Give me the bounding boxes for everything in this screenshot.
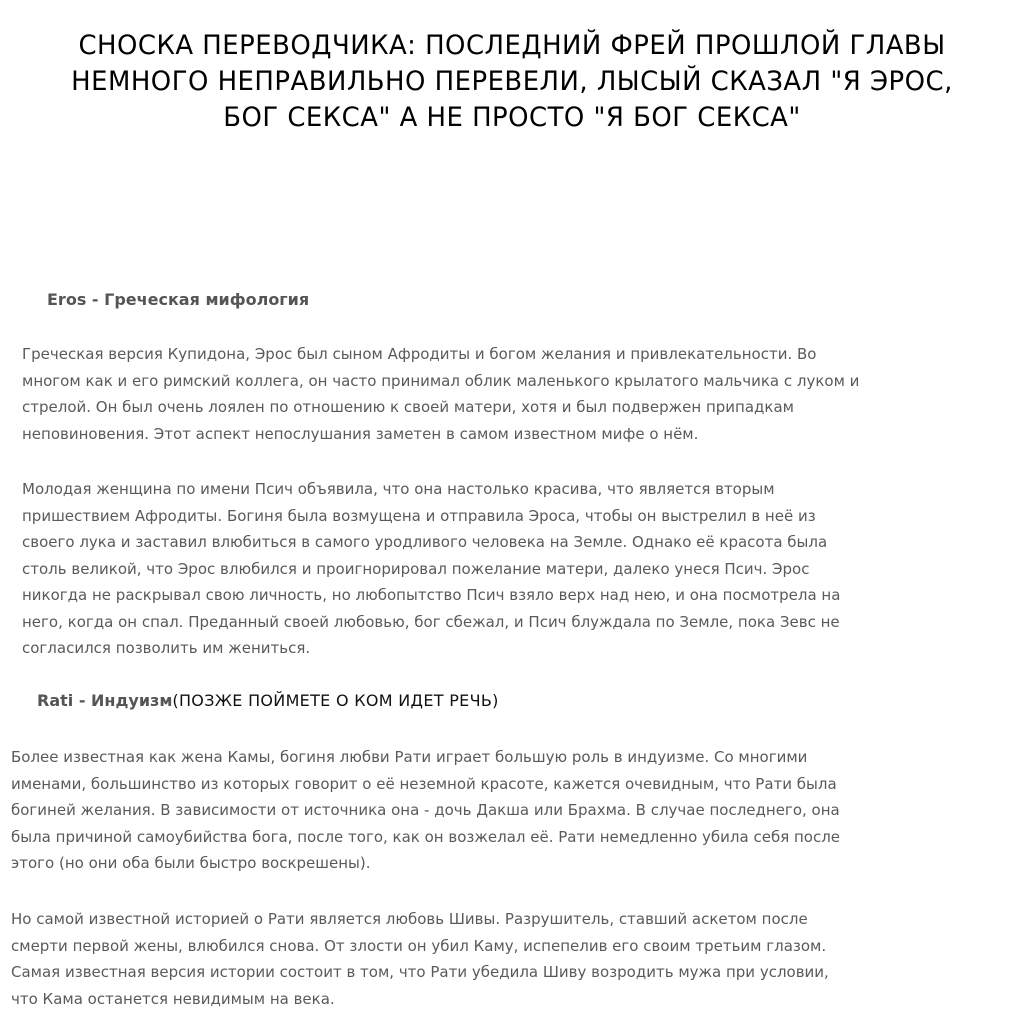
text-line: никогда не раскрывал свою личность, но любопытство Псич взяло верх над нею, и она посмотрела на [22, 586, 841, 604]
text-line: столь великой, что Эрос влюбился и проигнорировал пожелание матери, далеко унеся Псич. Эрос [22, 559, 810, 578]
text-line: Более известная как жена Камы, богиня любви Рати играет большую роль в индуизме. Со многими [11, 748, 808, 766]
text-line: была причиной самоубийства бога, после того, как он возжелал её. Рати немедленно убила себя после [11, 827, 841, 846]
heading-annotation: (ПОЗЖЕ ПОЙМЕТЕ О КОМ ИДЕТ РЕЧЬ) [172, 691, 499, 710]
paragraph-rati-1 [11, 744, 840, 877]
text-line: Греческая версия Купидона, Эрос был сыном Афродиты и богом желания и привлекательности. Во [22, 345, 817, 363]
translator-note [40, 28, 985, 136]
section-heading-text: Eros - Греческая мифология [47, 290, 310, 309]
translator-note-line: НЕМНОГО НЕПРАВИЛЬНО ПЕРЕВЕЛИ, ЛЫСЫЙ СКАЗАЛ "Я ЭРОС, [71, 66, 953, 97]
paragraph-rati-2 [11, 906, 829, 1012]
text-line: стрелой. Он был очень лоялен по отношению к своей матери, хотя и был подвержен припадкам [22, 398, 794, 416]
text-line: смерти первой жены, влюбился снова. От злости он убил Каму, испепелив его своим третьим глазом. [11, 936, 827, 955]
paragraph-eros-1 [22, 341, 859, 447]
text-line: многом как и его римский коллега, он часто принимал облик маленького крылатого мальчика с луком и [22, 371, 860, 390]
section-heading-rati [37, 691, 499, 710]
paragraph-eros-2 [22, 476, 840, 662]
text-line: неповиновения. Этот аспект непослушания заметен в самом известном мифе о нём. [22, 424, 699, 443]
text-line: своего лука и заставил влюбиться в самого уродливого человека на Земле. Однако её красота была [22, 533, 828, 551]
text-line: Самая известная версия истории состоит в том, что Рати убедила Шиву возродить мужа при условии, [11, 963, 829, 981]
text-line: что Кама останется невидимым на века. [11, 989, 335, 1008]
section-heading-eros [47, 290, 309, 309]
text-line: него, когда он спал. Преданный своей любовью, бог сбежал, и Псич блуждала по Земле, пока Зевс не [22, 612, 840, 631]
text-line: этого (но они оба были быстро воскрешены). [11, 854, 371, 872]
text-line: пришествием Афродиты. Богиня была возмущена и отправила Эроса, чтобы он выстрелил в неё из [22, 506, 816, 525]
section-heading-text: Rati - Индуизм [37, 691, 173, 710]
text-line: Молодая женщина по имени Псич объявила, что она настолько красива, что является вторым [22, 480, 775, 498]
translator-note-line: СНОСКА ПЕРЕВОДЧИКА: ПОСЛЕДНИЙ ФРЕЙ ПРОШЛОЙ ГЛАВЫ [78, 30, 946, 61]
text-line: согласился позволить им жениться. [22, 639, 311, 657]
translator-note-line: БОГ СЕКСА" А НЕ ПРОСТО "Я БОГ СЕКСА" [223, 102, 801, 133]
text-line: богиней желания. В зависимости от источника она - дочь Дакша или Брахма. В случае последнего, она [11, 801, 840, 819]
text-line: Но самой известной историей о Рати является любовь Шивы. Разрушитель, ставший аскетом после [11, 910, 808, 928]
text-line: именами, большинство из которых говорит о её неземной красоте, кажется очевидным, что Рати была [11, 774, 837, 793]
